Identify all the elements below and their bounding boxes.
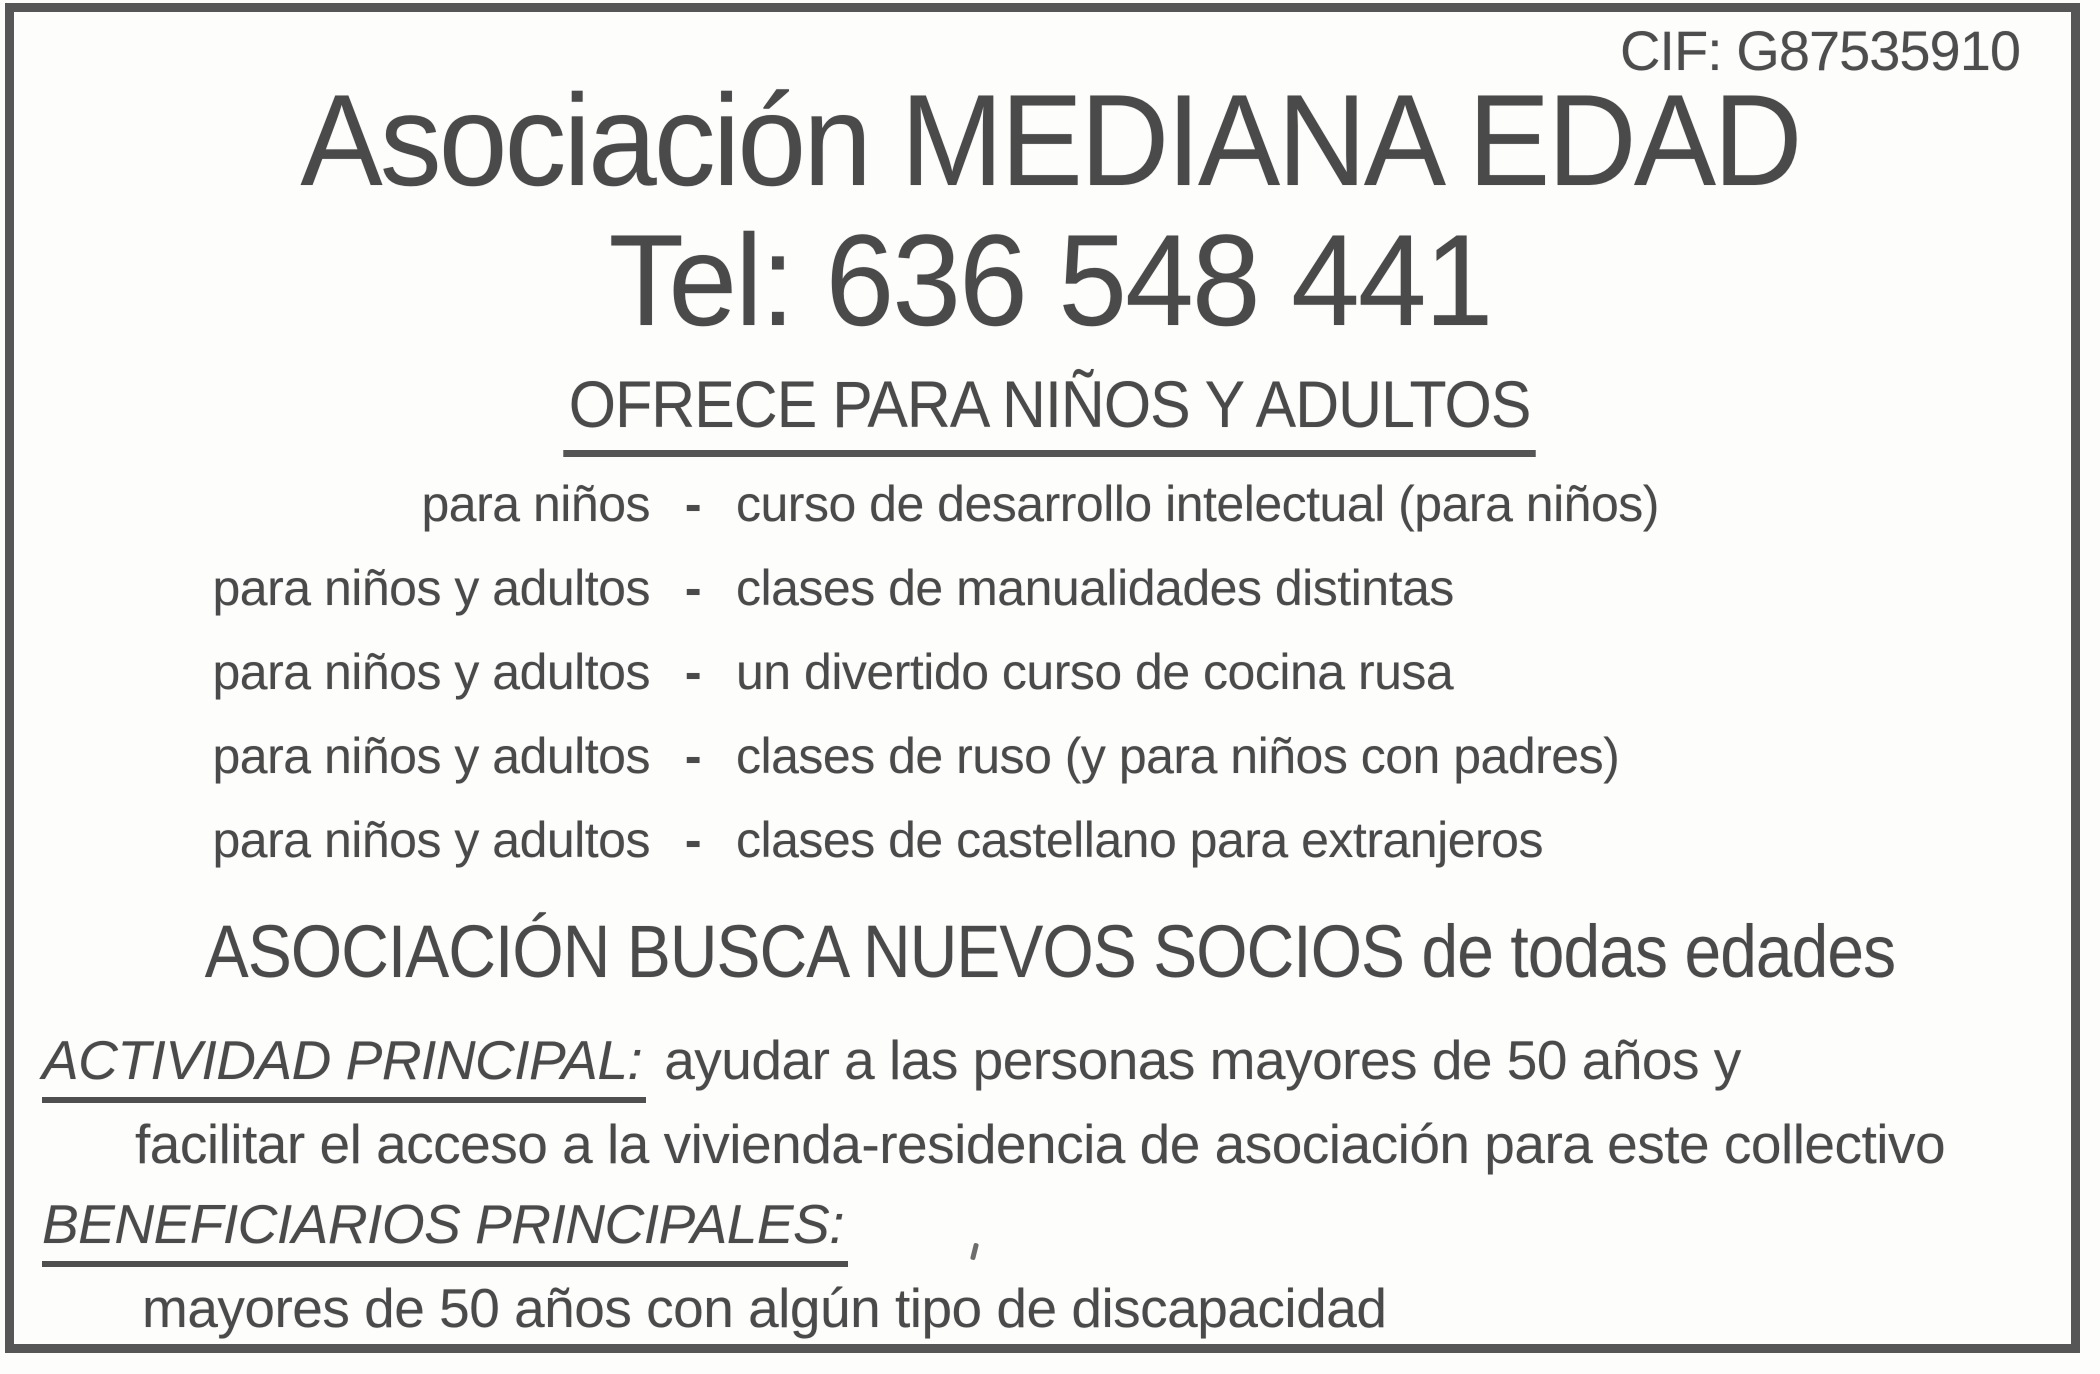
main-activity-label: ACTIVIDAD PRINCIPAL:: [42, 1028, 646, 1103]
offer-row: [58, 462, 2048, 546]
offer-separator: -: [684, 476, 702, 532]
cif-number: CIF: G87535910: [1619, 19, 2020, 82]
offer-audience: para niños y adultos: [212, 728, 650, 784]
association-title: Asociación MEDIANA EDAD: [300, 67, 1800, 213]
offers-heading-row: [0, 366, 2100, 457]
offer-activity: clases de ruso (y para niños con padres): [736, 728, 1620, 784]
offer-separator: -: [684, 812, 702, 868]
offer-audience: para niños y adultos: [212, 560, 650, 616]
beneficiaries-line: [42, 1192, 866, 1267]
offer-audience: para niños: [421, 476, 650, 532]
offer-audience: para niños y adultos: [212, 644, 650, 700]
offer-row: [58, 714, 2048, 798]
offer-activity: clases de manualidades distintas: [736, 560, 1454, 616]
offers-list: [58, 462, 2048, 882]
offer-row: [58, 630, 2048, 714]
offer-separator: -: [684, 644, 702, 700]
offer-separator: -: [684, 560, 702, 616]
offer-separator: -: [684, 728, 702, 784]
offer-row: [58, 798, 2048, 882]
offer-audience: para niños y adultos: [212, 812, 650, 868]
main-activity-text1: ayudar a las personas mayores de 50 años y: [664, 1029, 1741, 1091]
main-activity-line1: [42, 1028, 1741, 1103]
beneficiaries-label: BENEFICIARIOS PRINCIPALES:: [42, 1192, 848, 1267]
offer-activity: curso de desarrollo intelectual (para niños): [736, 476, 1659, 532]
main-activity-line2: facilitar el acceso a la vivienda-residencia de asociación para este collectivo: [135, 1113, 1946, 1175]
offer-activity: clases de castellano para extranjeros: [736, 812, 1543, 868]
offers-heading: OFRECE PARA NIÑOS Y ADULTOS: [564, 366, 1537, 457]
recruitment-headline: ASOCIACIÓN BUSCA NUEVOS SOCIOS de todas edades: [204, 910, 1896, 993]
offer-row: [58, 546, 2048, 630]
beneficiaries-text: mayores de 50 años con algún tipo de discapacidad: [142, 1277, 1387, 1339]
phone-number: Tel: 636 548 441: [608, 207, 1492, 353]
offer-activity: un divertido curso de cocina rusa: [736, 644, 1454, 700]
